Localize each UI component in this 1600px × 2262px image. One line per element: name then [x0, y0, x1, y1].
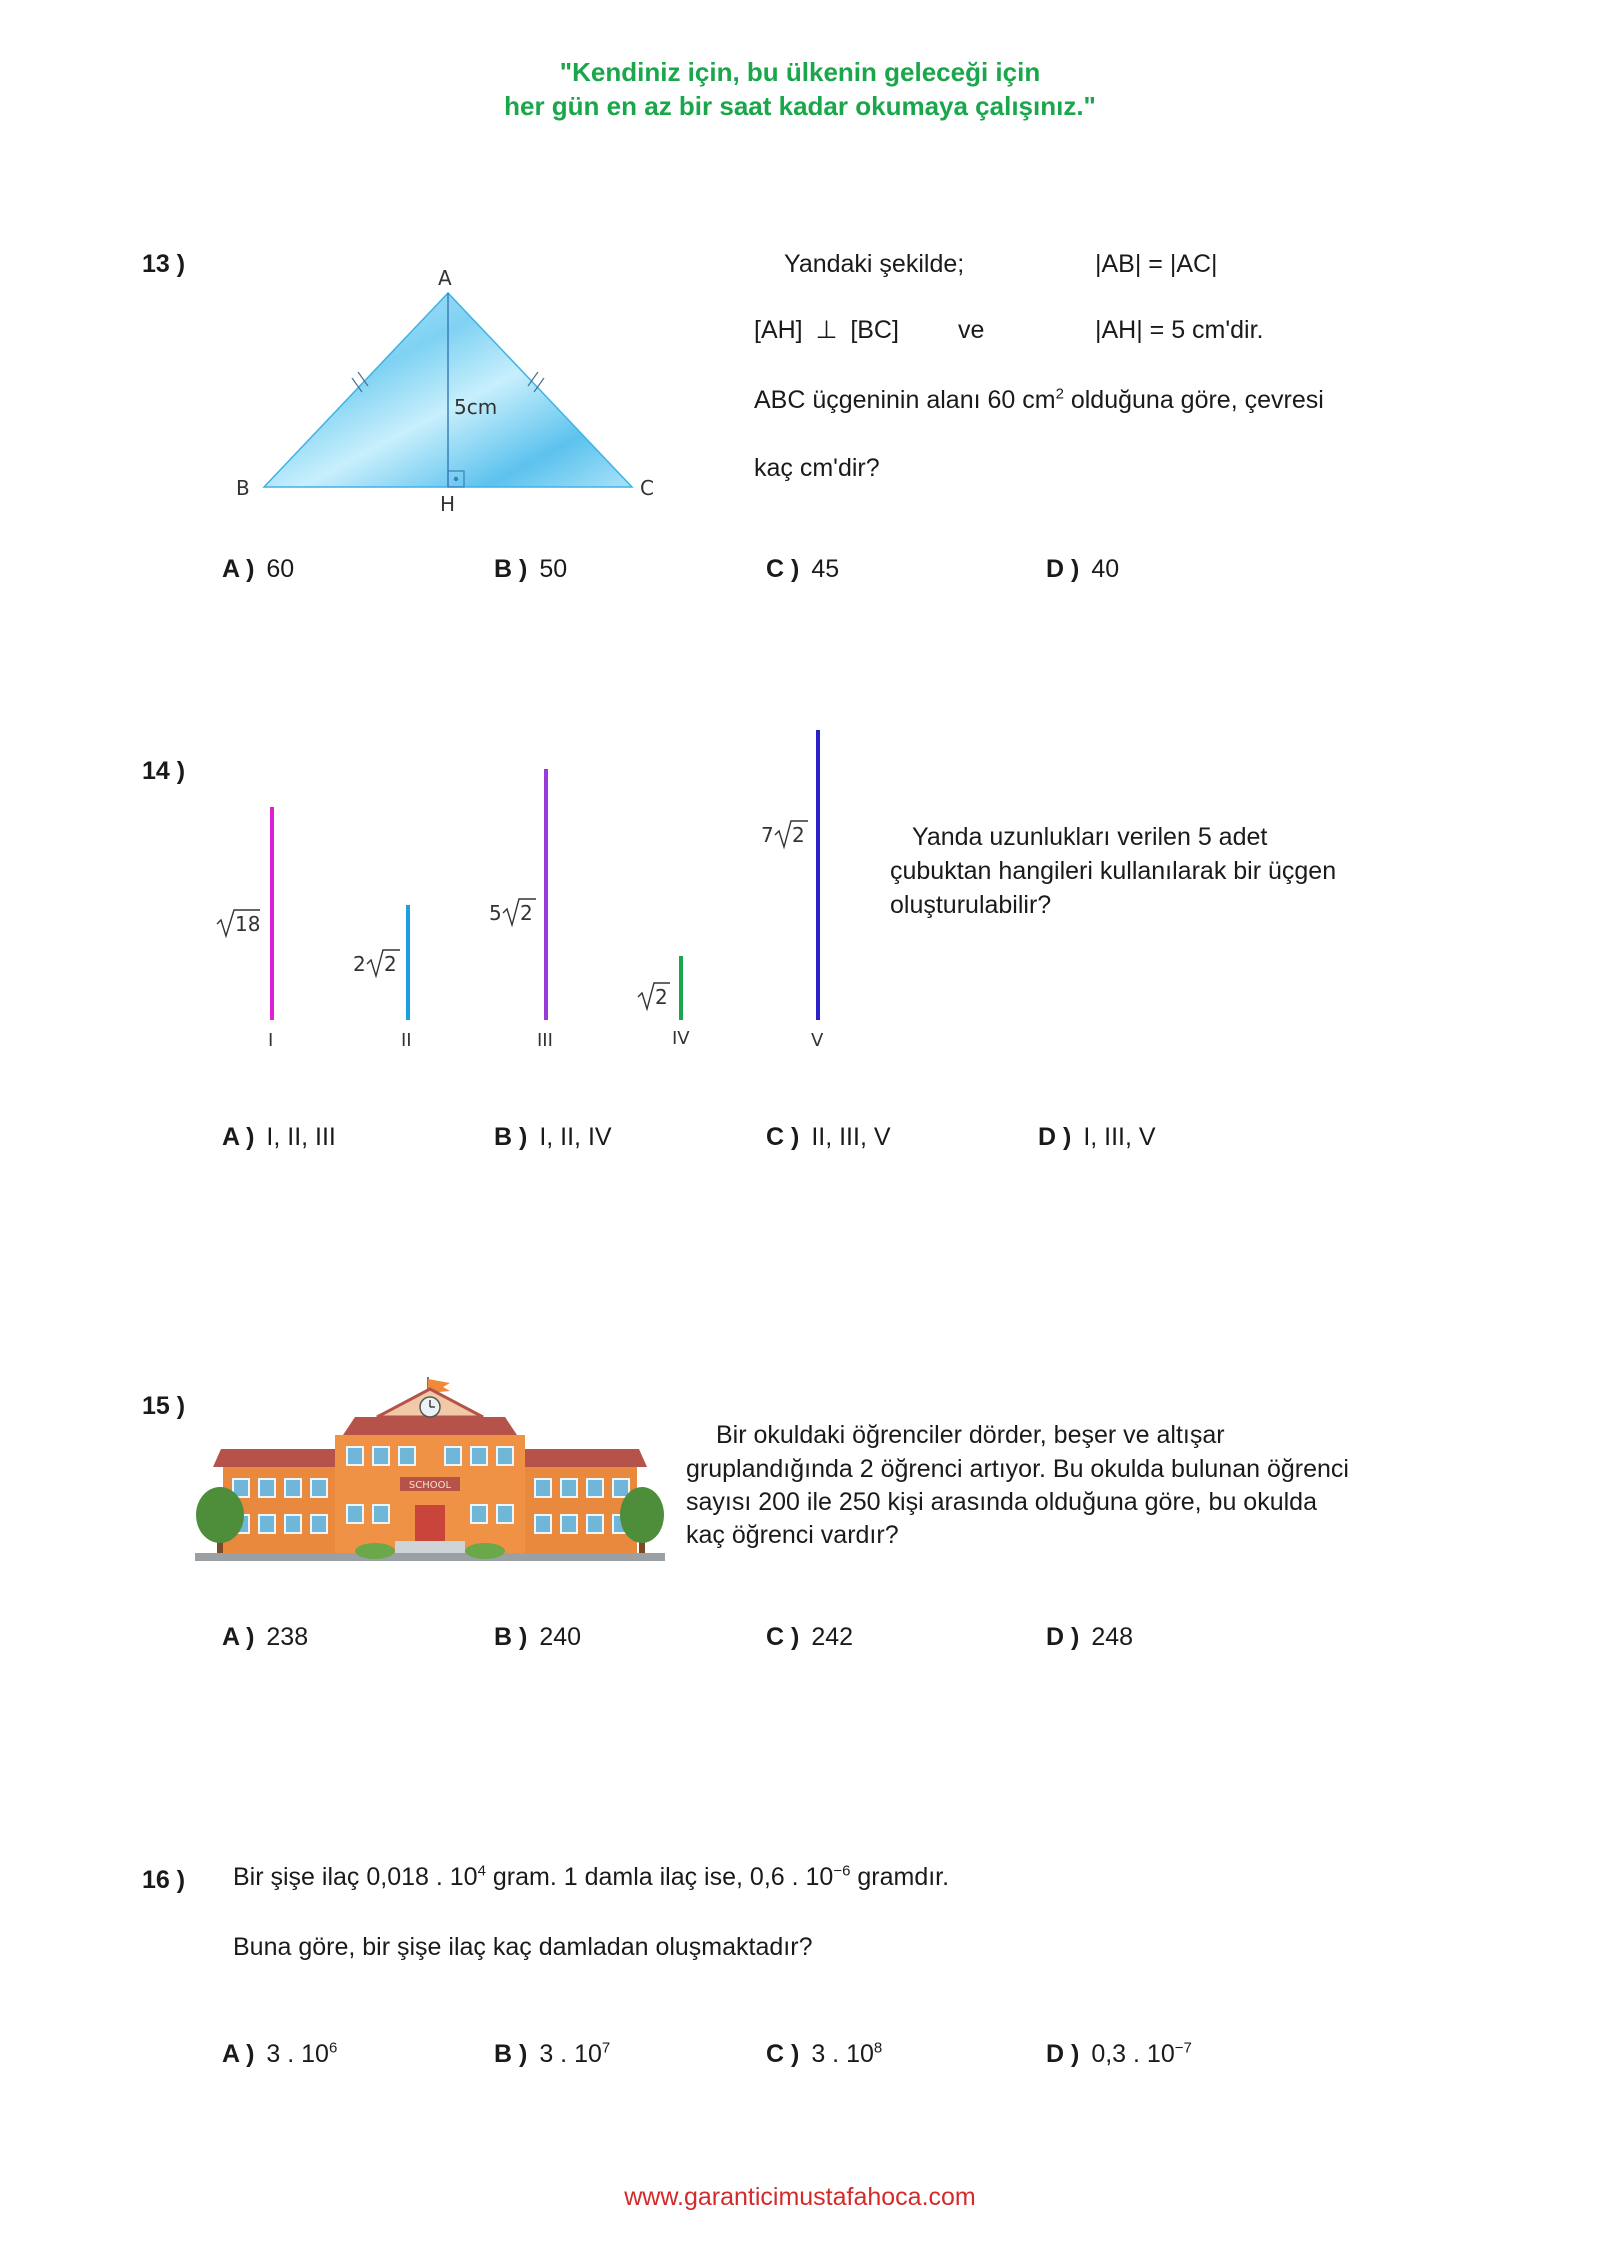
- q13-perp-statement: [754, 313, 899, 347]
- foot-h-label: H: [440, 492, 456, 516]
- q14-option-c[interactable]: C ) II, III, V: [766, 1123, 891, 1151]
- q14-text-line-2: çubuktan hangileri kullanılarak bir üçgen: [890, 857, 1337, 885]
- q15-option-b[interactable]: B ) 240: [494, 1623, 582, 1651]
- q13-option-d[interactable]: D ) 40: [1046, 555, 1120, 583]
- rod-v-coef: 7: [761, 823, 774, 847]
- rod-i-label: I: [268, 1030, 274, 1051]
- q15-text-line-3: sayısı 200 ile 250 kişi arasında olduğuna göre, bu okulda: [686, 1488, 1317, 1516]
- q14-option-b[interactable]: B ) I, II, IV: [494, 1123, 612, 1151]
- vertex-b-label: B: [236, 476, 250, 500]
- q14-text-line-1: Yanda uzunlukları verilen 5 adet: [912, 823, 1268, 851]
- question-13-number: 13 ): [142, 250, 186, 278]
- question-14-number: 14 ): [142, 757, 186, 785]
- vertex-c-label: C: [640, 476, 654, 500]
- question-16-number: 16 ): [142, 1866, 186, 1894]
- motto-line-1: "Kendiniz için, bu ülkenin geleceği için: [559, 57, 1041, 87]
- rod-iv-length: 2: [655, 985, 668, 1009]
- rod-v-label: V: [811, 1030, 824, 1051]
- q16-text-line-2: Buna göre, bir şişe ilaç kaç damladan oluşmaktadır?: [233, 1933, 813, 1961]
- q16-option-b[interactable]: B ) 3 . $10^7$: [494, 2039, 611, 2068]
- rod-ii-label: II: [401, 1030, 412, 1051]
- rod-ii-radicand: 2: [384, 952, 397, 976]
- q16-option-d[interactable]: D ) 0,3 . $10^{-7}$: [1046, 2039, 1192, 2068]
- question-15-number: 15 ): [142, 1392, 186, 1420]
- rod-iii-coef: 5: [489, 901, 502, 925]
- rod-v-radicand: 2: [792, 823, 805, 847]
- school-sign-text: SCHOOL: [408, 1480, 452, 1491]
- triangle-figure: [220, 255, 690, 520]
- motto-header: [0, 55, 1600, 123]
- q15-option-d[interactable]: D ) 248: [1046, 1623, 1134, 1651]
- height-label: 5cm: [454, 395, 498, 419]
- q14-option-a[interactable]: A ) I, II, III: [222, 1123, 336, 1151]
- q13-option-b[interactable]: B ) 50: [494, 555, 568, 583]
- segment-ah: [AH]: [754, 316, 803, 344]
- rods-figure: [200, 720, 860, 1060]
- rod-ii-coef: 2: [353, 952, 366, 976]
- q15-text-line-2: gruplandığında 2 öğrenci artıyor. Bu okulda bulunan öğrenci: [686, 1455, 1349, 1483]
- q15-option-c[interactable]: C ) 242: [766, 1623, 854, 1651]
- q13-ve: ve: [958, 316, 985, 344]
- q13-text-line-3: ABC üçgeninin alanı 60 $cm^2$ olduğuna göre, çevresi: [754, 385, 1324, 414]
- rod-iii-radicand: 2: [520, 901, 533, 925]
- segment-bc: [BC]: [850, 316, 899, 344]
- q16-option-a[interactable]: A ) 3 . $10^6$: [222, 2039, 338, 2068]
- school-illustration: [195, 1375, 665, 1565]
- q15-option-a[interactable]: A ) 238: [222, 1623, 309, 1651]
- rod-iii-label: III: [537, 1030, 553, 1051]
- q16-option-c[interactable]: C ) 3 . $10^8$: [766, 2039, 883, 2068]
- motto-line-2: her gün en az bir saat kadar okumaya çalışınız.": [504, 91, 1096, 121]
- perpendicular-symbol: ⊥: [815, 316, 838, 344]
- q13-equality-ab-ac: |AB| = |AC|: [1095, 250, 1218, 278]
- q16-text-line-1: Bir şişe ilaç 0,018 . $10^4$ gram. 1 damla ilaç ise, 0,6 . $10^{-6}$ gramdır.: [233, 1862, 950, 1891]
- q14-text-line-3: oluşturulabilir?: [890, 891, 1052, 919]
- q13-text-line-4: kaç cm'dir?: [754, 454, 880, 482]
- rod-i-length: 18: [235, 912, 261, 936]
- q13-text-line-1: Yandaki şekilde;: [784, 250, 965, 278]
- q15-text-line-1: Bir okuldaki öğrenciler dörder, beşer ve altışar: [716, 1421, 1225, 1449]
- q14-option-d[interactable]: D ) I, III, V: [1038, 1123, 1156, 1151]
- website-footer-link[interactable]: www.garanticimustafahoca.com: [624, 2183, 976, 2211]
- q15-text-line-4: kaç öğrenci vardır?: [686, 1521, 899, 1549]
- q13-option-a[interactable]: A ) 60: [222, 555, 295, 583]
- vertex-a-label: A: [438, 266, 452, 290]
- q13-option-c[interactable]: C ) 45: [766, 555, 840, 583]
- q13-ah-length: |AH| = 5 cm'dir.: [1095, 316, 1264, 344]
- rod-iv-label: IV: [672, 1028, 690, 1049]
